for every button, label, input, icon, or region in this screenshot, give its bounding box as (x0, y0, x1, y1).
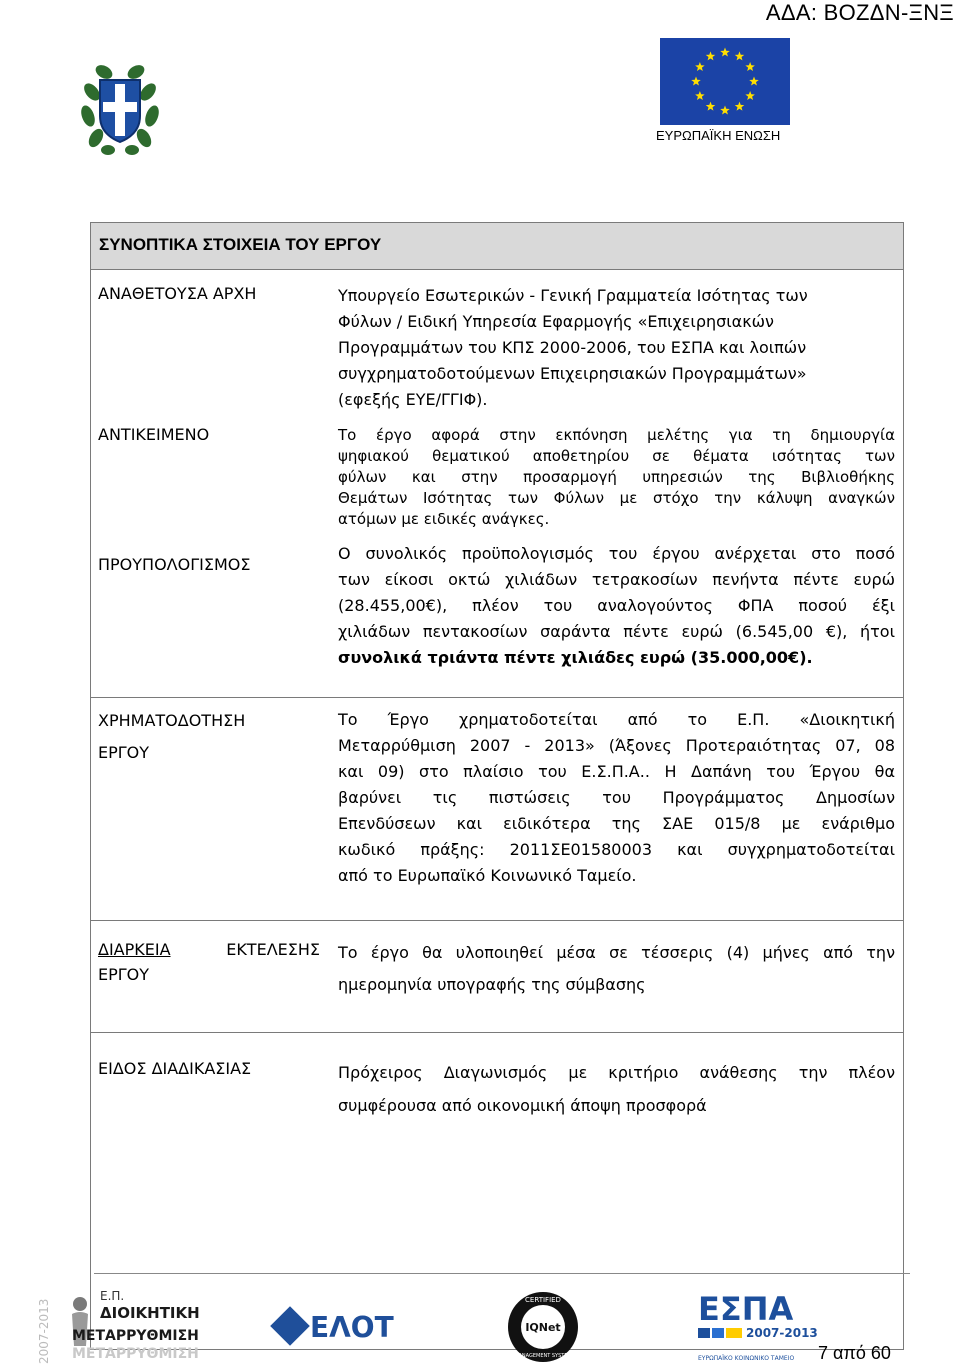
object-line: Θεμάτων Ισότητας των Φύλων με στόχο την κάλυψη αναγκών (338, 489, 895, 507)
funding-line: Το Έργο χρηματοδοτείται από το Ε.Π. «Διοικητική (338, 710, 895, 729)
duration-value (338, 937, 895, 1001)
ep-prefix: Ε.Π. (100, 1289, 125, 1303)
duration-line: ημερομηνία υπογραφής της σύμβασης (338, 975, 646, 994)
side-year-mark (34, 1290, 58, 1366)
duration-label-word: ΔΙΑΡΚΕΙΑ (98, 940, 171, 959)
procedure-line: Πρόχειρος Διαγωνισμός με κριτήριο ανάθεσης την πλέον (338, 1063, 895, 1082)
object-value (338, 425, 895, 530)
espa-text: ΕΣΠΑ (698, 1290, 794, 1328)
funding-line: κωδικό πράξης: 2011ΣΕ01580003 και συγχρηματοδοτείται (338, 840, 895, 859)
cert-top-text: CERTIFIED (525, 1296, 561, 1304)
object-line: φύλων και στην προσαρμογή υπηρεσιών της Βιβλιοθήκης (338, 468, 895, 486)
authority-line: (εφεξής ΕΥΕ/ΓΓΙΦ). (338, 390, 488, 409)
document-code: ΑΔΑ: ΒΟΖΔΝ-ΞΝΞ (765, 0, 954, 25)
ep-line-1: ΔΙΟΙΚΗΤΙΚΗ (100, 1304, 200, 1322)
duration-label-row (98, 937, 320, 962)
espa-logo (698, 1288, 818, 1368)
funding-label (98, 708, 245, 765)
page-number: 7 από 60 (818, 1343, 891, 1363)
elot-logo (274, 1306, 400, 1346)
duration-label-line: ΕΡΓΟΥ (98, 965, 150, 984)
authority-value (338, 283, 895, 413)
procedure-value (338, 1056, 895, 1122)
authority-line: Φύλων / Ειδική Υπηρεσία Εφαρμογής «Επιχειρησιακών (338, 312, 774, 331)
budget-line: Ο συνολικός προϋπολογισμός του έργου ανέρχεται στο ποσό (338, 544, 895, 563)
table-header (91, 223, 903, 270)
funding-line: Επενδύσεων και ειδικότερα της ΣΑΕ 015/8 με ενάριθμο (338, 814, 895, 833)
side-year-text: 2007-2013 (37, 1298, 51, 1364)
duration-line: Το έργο θα υλοποιηθεί μέσα σε τέσσερις (4) μήνες από την (338, 943, 895, 962)
eu-caption: ΕΥΡΩΠΑΪΚΗ ΕΝΩΣΗ (656, 128, 781, 143)
procedure-line: συμφέρουσα από οικονομική άποψη προσφορά (338, 1096, 707, 1115)
ep-line-2: ΜΕΤΑΡΡΥΘΜΙΣΗ (72, 1328, 199, 1344)
budget-line: των είκοσι οκτώ χιλιάδων τετρακοσίων πενήντα πέντε ευρώ (338, 570, 895, 589)
object-line: ατόμων με ειδικές ανάγκες. (338, 510, 550, 528)
object-line: Το έργο αφορά στην εκπόνηση μελέτης για τη δημιουργία (338, 426, 895, 444)
authority-line: Υπουργείο Εσωτερικών - Γενική Γραμματεία Ισότητας των (338, 286, 808, 305)
footer-divider (94, 1273, 910, 1274)
funding-label-line: ΧΡΗΜΑΤΟΔΟΤΗΣΗ (98, 711, 246, 730)
duration-label (98, 937, 320, 987)
funding-line: και 09) στο πλαίσιο του Ε.Σ.Π.Α.. Η Δαπάνη του Έργου θα (338, 762, 895, 781)
espa-years: 2007-2013 (746, 1326, 818, 1340)
project-summary-table (90, 222, 904, 1350)
authority-line: συγχρηματοδοτούμενων Επιχειρησιακών Προγραμμάτων» (338, 364, 807, 383)
cert-bottom-text: MANAGEMENT SYSTEM (514, 1353, 572, 1359)
budget-line: (28.455,00€), πλέον του αναλογούντος ΦΠΑ ποσού έξι (338, 596, 895, 615)
funding-value (338, 707, 895, 889)
person-figure-icon (73, 1297, 87, 1311)
row-divider (91, 920, 903, 921)
funding-line: από το Ευρωπαϊκό Κοινωνικό Ταμείο. (338, 866, 637, 885)
row-divider (91, 697, 903, 698)
row-divider (91, 1032, 903, 1033)
greek-coat-of-arms-emblem (78, 58, 162, 158)
eu-flag-icon (660, 38, 790, 125)
object-label: ΑΝΤΙΚΕΙΜΕΝΟ (98, 425, 210, 444)
iqnet-certified-logo (506, 1290, 580, 1364)
budget-value (338, 541, 895, 671)
ep-line-2-reflection: ΜΕΤΑΡΡΥΘΜΙΣΗ (72, 1346, 199, 1362)
funding-label-line: ΕΡΓΟΥ (98, 743, 150, 762)
object-line: ψηφιακού θεματικού αποθετηρίου σε θέματα ισότητας των (338, 447, 895, 465)
elot-text: ΕΛΟΤ (310, 1311, 394, 1344)
authority-label: ΑΝΑΘΕΤΟΥΣΑ ΑΡΧΗ (98, 284, 257, 303)
funding-line: Μεταρρύθμιση 2007 - 2013» (Άξονες Προτεραιότητας 07, 08 (338, 736, 895, 755)
budget-total-line: συνολικά τριάντα πέντε χιλιάδες ευρώ (35.000,00€). (338, 648, 813, 667)
duration-label-word: ΕΚΤΕΛΕΣΗΣ (226, 940, 320, 959)
procedure-label: ΕΙΔΟΣ ΔΙΑΔΙΚΑΣΙΑΣ (98, 1059, 252, 1078)
authority-line: Προγραμμάτων του ΚΠΣ 2000-2006, του ΕΣΠΑ και λοιπών (338, 338, 807, 357)
cert-mid-text: IQNet (525, 1321, 561, 1334)
ep-diikitiki-metarrythmisi-logo (70, 1284, 210, 1364)
table-title: ΣΥΝΟΠΤΙΚΑ ΣΤΟΙΧΕΙΑ ΤΟΥ ΕΡΓΟΥ (99, 235, 382, 254)
budget-line: χιλιάδων πεντακοσίων σαράντα πέντε ευρώ (6.545,00 €), ήτοι (338, 622, 895, 641)
espa-caption: ΕΥΡΩΠΑΪΚΟ ΚΟΙΝΩΝΙΚΟ ΤΑΜΕΙΟ (698, 1355, 795, 1362)
funding-line: βαρύνει τις πιστώσεις του Προγράμματος Δημοσίων (338, 788, 895, 807)
budget-label: ΠΡΟΥΠΟΛΟΓΙΣΜΟΣ (98, 555, 251, 574)
